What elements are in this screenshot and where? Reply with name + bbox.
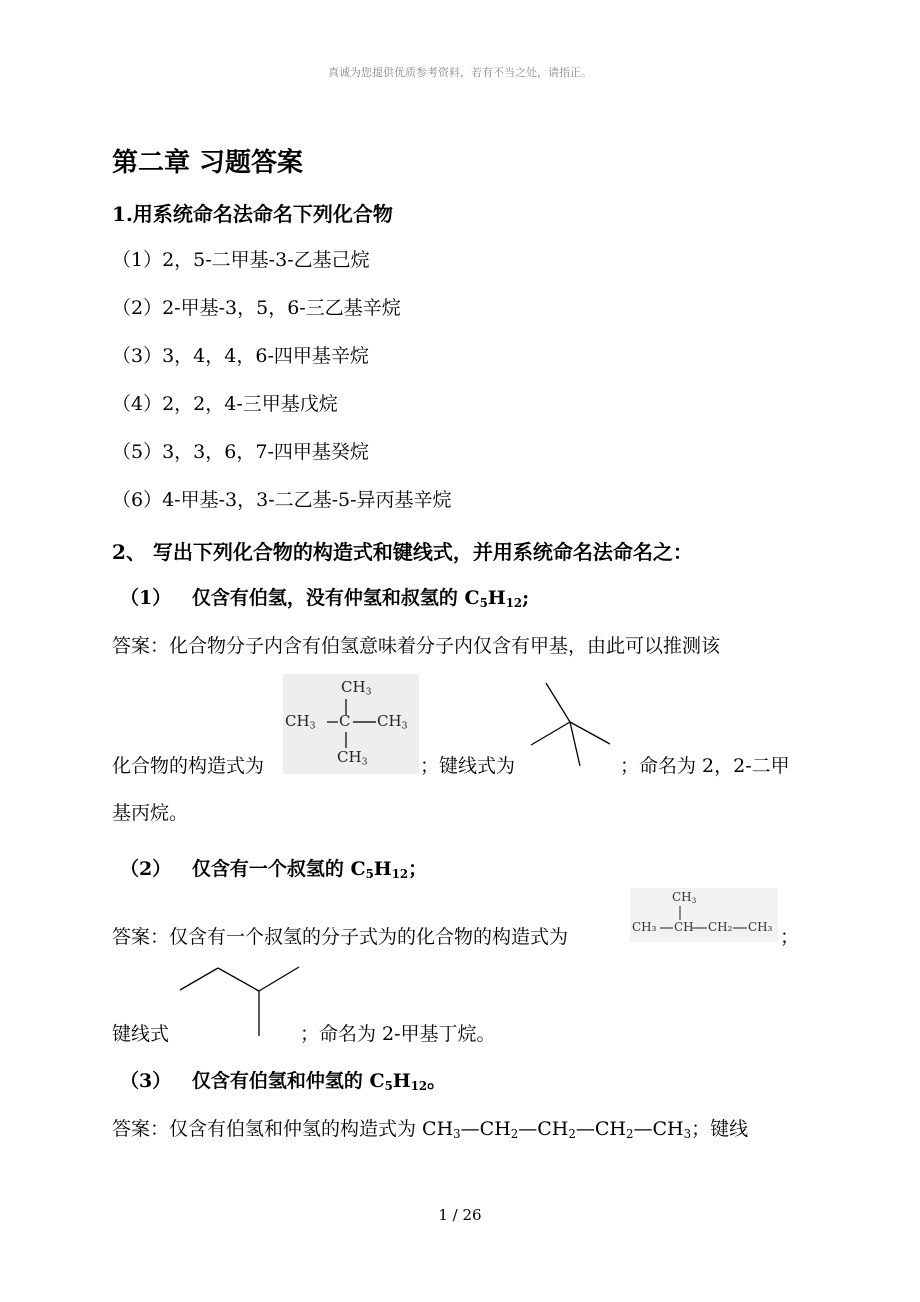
answer-text: 答案：仅含有一个叔氢的分子式为的化合物的构造式为 bbox=[112, 926, 569, 948]
page-header-note: 真诚为您提供优质参考资料，若有不当之处，请指正。 bbox=[328, 66, 592, 79]
formula-top-group: $CH_3$ bbox=[341, 678, 372, 698]
question-text: 仅含有伯氢，没有仲氢和叔氢的 $C_5H_{12}$; bbox=[191, 587, 530, 610]
skeletal-formula-neopentane bbox=[528, 680, 618, 770]
formula-left-group: $CH_3$ bbox=[285, 712, 316, 732]
list-item: （1）2，5-二甲基-3-乙基己烷 bbox=[112, 249, 370, 271]
answer-text: 基丙烷。 bbox=[112, 802, 189, 824]
question-number: （1） bbox=[120, 587, 172, 609]
formula-bonds bbox=[630, 888, 778, 942]
chapter-title: 第二章 习题答案 bbox=[112, 148, 304, 178]
answer-text: ；命名为 2，2-二甲 bbox=[620, 755, 790, 777]
answer-text: ；命名为 2-甲基丁烷。 bbox=[300, 1023, 496, 1045]
question-3 bbox=[120, 1066, 446, 1093]
formula-bonds bbox=[283, 674, 419, 774]
formula-center-atom: C bbox=[339, 712, 351, 730]
question-text: 仅含有伯氢和仲氢的 $C_5H_{12}$。 bbox=[191, 1070, 447, 1093]
question-1 bbox=[120, 583, 529, 610]
list-item: （4）2，2，4-三甲基戊烷 bbox=[112, 393, 338, 415]
formula-chain-2: CH bbox=[674, 920, 694, 934]
answer-text: 化合物的构造式为 bbox=[112, 755, 265, 777]
answer-text: ； bbox=[780, 926, 800, 948]
formula-chain-3: CH₂ bbox=[708, 920, 733, 934]
formula-top-group: $CH_3$ bbox=[672, 890, 697, 905]
question-number: （2） bbox=[120, 858, 172, 880]
question-2 bbox=[120, 854, 427, 881]
formula-chain-4: CH₃ bbox=[748, 920, 773, 934]
answer-text: ；键线式为 bbox=[420, 755, 516, 777]
question-text: 仅含有一个叔氢的 $C_5H_{12}$； bbox=[191, 858, 428, 881]
section2-heading: 2、 写出下列化合物的构造式和键线式，并用系统命名法命名之： bbox=[112, 540, 693, 564]
structural-formula-image bbox=[283, 674, 419, 774]
answer-text: 答案：化合物分子内含有伯氢意味着分子内仅含有甲基，由此可以推测该 bbox=[112, 635, 721, 657]
section1-heading: 1.用系统命名法命名下列化合物 bbox=[112, 202, 393, 226]
page-number: 1 / 26 bbox=[438, 1206, 482, 1224]
question-number: （3） bbox=[120, 1070, 172, 1092]
structural-formula-image bbox=[630, 888, 778, 942]
formula-chain-1: CH₃ bbox=[632, 920, 657, 934]
list-item: （5）3，3，6，7-四甲基癸烷 bbox=[112, 441, 369, 463]
answer-text: 答案：仅含有伯氢和仲氢的构造式为 $CH_3—CH_2—CH_2—CH_2—CH_3$；键线 bbox=[112, 1118, 749, 1141]
answer-text: 键线式 bbox=[112, 1023, 170, 1045]
formula-right-group: $CH_3$ bbox=[377, 712, 408, 732]
skeletal-formula-isopentane bbox=[178, 964, 304, 1038]
list-item: （3）3，4，4，6-四甲基辛烷 bbox=[112, 345, 369, 367]
list-item: （2）2-甲基-3，5，6-三乙基辛烷 bbox=[112, 297, 401, 319]
formula-bottom-group: $CH_3$ bbox=[337, 748, 368, 768]
list-item: （6）4-甲基-3，3-二乙基-5-异丙基辛烷 bbox=[112, 489, 452, 511]
